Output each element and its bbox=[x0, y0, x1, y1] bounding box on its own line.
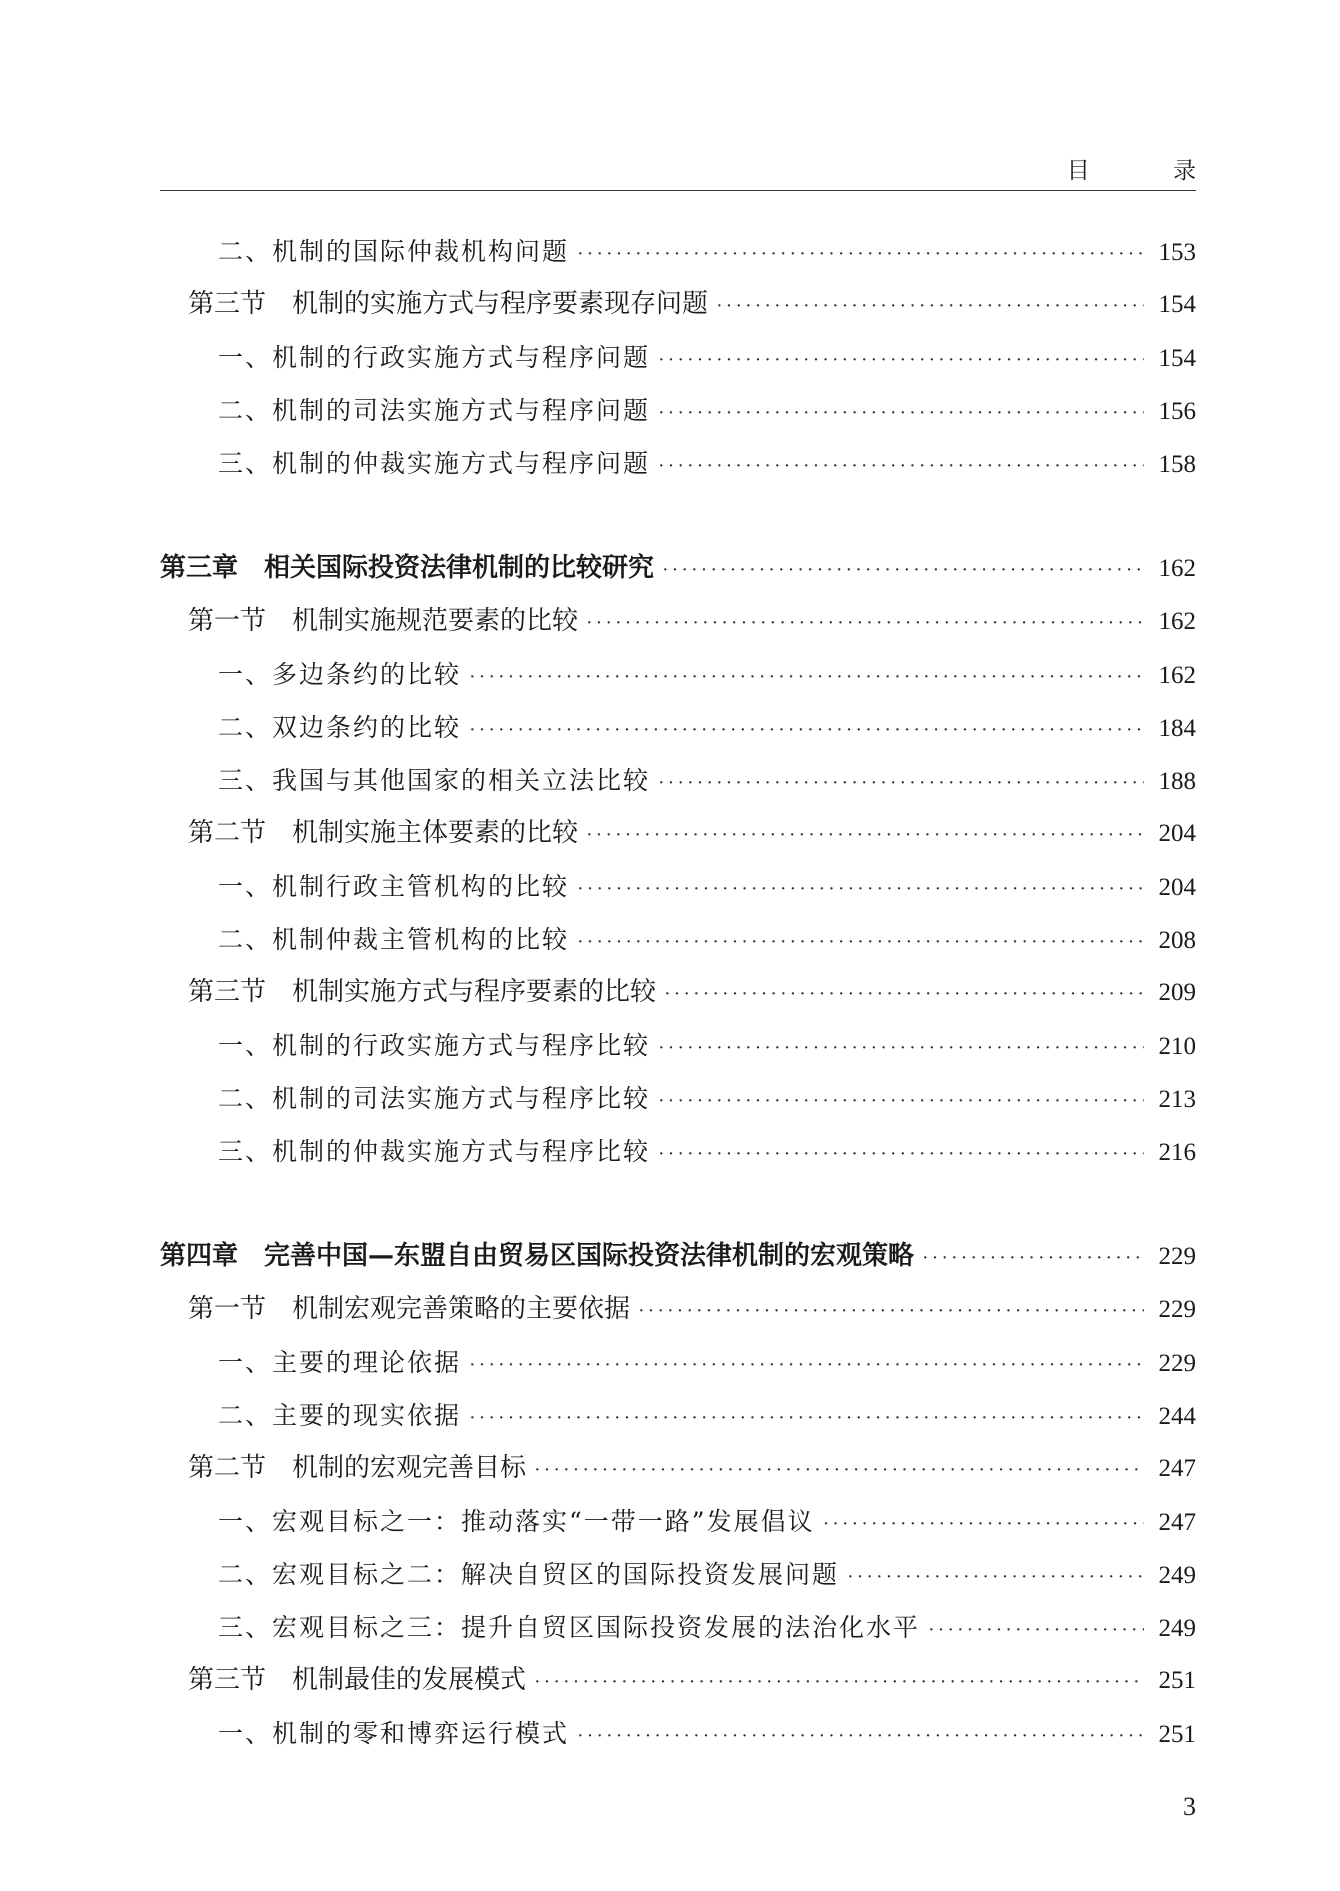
toc-entry-title: 二、主要的现实依据 bbox=[218, 1401, 462, 1430]
toc-entry-item[interactable] bbox=[160, 754, 1196, 807]
dot-leader bbox=[577, 863, 1144, 916]
dot-leader bbox=[658, 757, 1144, 810]
toc-entry-title: 二、双边条约的比较 bbox=[218, 713, 462, 742]
dot-leader bbox=[469, 1339, 1144, 1392]
toc-entry-section[interactable] bbox=[160, 1654, 1196, 1707]
toc-entry-page-number: 162 bbox=[1158, 662, 1196, 689]
toc-entry-title: 三、机制的仲裁实施方式与程序比较 bbox=[218, 1137, 651, 1166]
toc-entry-chapter[interactable] bbox=[160, 542, 1196, 595]
toc-entry-page-number: 204 bbox=[1158, 874, 1196, 901]
toc-entry-title: 二、机制仲裁主管机构的比较 bbox=[218, 925, 570, 954]
dot-leader bbox=[577, 916, 1144, 969]
toc-entry-section[interactable] bbox=[160, 1442, 1196, 1495]
toc-entry-title: 一、多边条约的比较 bbox=[218, 660, 462, 689]
toc-entry-title: 一、主要的理论依据 bbox=[218, 1348, 462, 1377]
toc-entry-page-number: 247 bbox=[1158, 1455, 1196, 1482]
toc-entry-item[interactable] bbox=[160, 384, 1196, 437]
dot-leader bbox=[928, 1604, 1144, 1657]
page-number: 3 bbox=[1183, 1792, 1196, 1821]
toc-entry-item[interactable] bbox=[160, 1072, 1196, 1125]
toc-entry-page-number: 229 bbox=[1158, 1296, 1196, 1323]
dot-leader bbox=[534, 1656, 1144, 1709]
dot-leader bbox=[469, 1392, 1144, 1445]
dot-leader bbox=[577, 228, 1144, 281]
toc-entry-section[interactable] bbox=[160, 595, 1196, 648]
toc-entry-page-number: 208 bbox=[1158, 927, 1196, 954]
toc-entry-title: 三、宏观目标之三：提升自贸区国际投资发展的法治化水平 bbox=[218, 1613, 921, 1642]
toc-entry-item[interactable] bbox=[160, 648, 1196, 701]
dot-leader bbox=[716, 280, 1144, 333]
chapter-gap bbox=[160, 1178, 1196, 1230]
toc-entry-title: 二、机制的国际仲裁机构问题 bbox=[218, 237, 570, 266]
toc-entry-page-number: 156 bbox=[1158, 398, 1196, 425]
toc-entry-page-number: 153 bbox=[1158, 239, 1196, 266]
toc-entry-chapter[interactable] bbox=[160, 1230, 1196, 1283]
toc-entry-page-number: 209 bbox=[1158, 979, 1196, 1006]
toc-entry-title: 第一节 机制宏观完善策略的主要依据 bbox=[188, 1294, 631, 1324]
toc-entry-title: 三、我国与其他国家的相关立法比较 bbox=[218, 766, 651, 795]
toc-entry-title: 第三节 机制最佳的发展模式 bbox=[188, 1665, 527, 1695]
dot-leader bbox=[658, 1075, 1144, 1128]
toc-entry-page-number: 229 bbox=[1158, 1243, 1196, 1270]
dot-leader bbox=[662, 544, 1144, 597]
toc-entry-item[interactable] bbox=[160, 860, 1196, 913]
toc-entry-page-number: 154 bbox=[1158, 291, 1196, 318]
toc-entry-title: 三、机制的仲裁实施方式与程序问题 bbox=[218, 449, 651, 478]
toc-entry-item[interactable] bbox=[160, 1495, 1196, 1548]
toc-entry-item[interactable] bbox=[160, 225, 1196, 278]
dot-leader bbox=[658, 1022, 1144, 1075]
running-header bbox=[160, 140, 1234, 191]
toc-entry-item[interactable] bbox=[160, 1548, 1196, 1601]
toc-entry-title: 一、宏观目标之一：推动落实“一带一路”发展倡议 bbox=[218, 1507, 815, 1536]
toc-entry-title: 一、机制的零和博弈运行模式 bbox=[218, 1719, 570, 1748]
dot-leader bbox=[922, 1232, 1144, 1285]
toc-entry-title: 第二节 机制实施主体要素的比较 bbox=[188, 818, 579, 848]
toc-entry-page-number: 213 bbox=[1158, 1086, 1196, 1113]
dot-leader bbox=[534, 1444, 1144, 1497]
dot-leader bbox=[469, 704, 1144, 757]
toc-entry-item[interactable] bbox=[160, 1707, 1196, 1760]
dot-leader bbox=[469, 651, 1144, 704]
toc-entry-section[interactable] bbox=[160, 278, 1196, 331]
toc-entry-title: 二、宏观目标之二：解决自贸区的国际投资发展问题 bbox=[218, 1560, 840, 1589]
toc-entry-item[interactable] bbox=[160, 1389, 1196, 1442]
toc-entry-title: 一、机制行政主管机构的比较 bbox=[218, 872, 570, 901]
toc-entry-page-number: 244 bbox=[1158, 1403, 1196, 1430]
toc-entry-page-number: 188 bbox=[1158, 768, 1196, 795]
table-of-contents bbox=[160, 225, 1196, 1760]
running-header-title: 目 录 bbox=[1066, 158, 1234, 184]
toc-entry-item[interactable] bbox=[160, 437, 1196, 490]
toc-entry-item[interactable] bbox=[160, 913, 1196, 966]
toc-entry-section[interactable] bbox=[160, 807, 1196, 860]
dot-leader bbox=[638, 1285, 1144, 1338]
toc-entry-page-number: 229 bbox=[1158, 1350, 1196, 1377]
dot-leader bbox=[658, 387, 1144, 440]
dot-leader bbox=[823, 1498, 1144, 1551]
dot-leader bbox=[664, 968, 1144, 1021]
toc-entry-page-number: 251 bbox=[1158, 1721, 1196, 1748]
toc-entry-title: 第一节 机制实施规范要素的比较 bbox=[188, 606, 579, 636]
toc-entry-section[interactable] bbox=[160, 966, 1196, 1019]
dot-leader bbox=[658, 440, 1144, 493]
toc-entry-title: 第四章 完善中国—东盟自由贸易区国际投资法律机制的宏观策略 bbox=[160, 1241, 915, 1271]
toc-entry-section[interactable] bbox=[160, 1283, 1196, 1336]
toc-entry-page-number: 249 bbox=[1158, 1615, 1196, 1642]
toc-entry-page-number: 251 bbox=[1158, 1667, 1196, 1694]
toc-entry-page-number: 247 bbox=[1158, 1509, 1196, 1536]
dot-leader bbox=[577, 1710, 1144, 1763]
toc-entry-page-number: 158 bbox=[1158, 451, 1196, 478]
toc-entry-title: 二、机制的司法实施方式与程序问题 bbox=[218, 396, 651, 425]
toc-entry-title: 第二节 机制的宏观完善目标 bbox=[188, 1453, 527, 1483]
toc-entry-title: 第三节 机制实施方式与程序要素的比较 bbox=[188, 977, 657, 1007]
toc-entry-page-number: 162 bbox=[1158, 555, 1196, 582]
toc-entry-item[interactable] bbox=[160, 1019, 1196, 1072]
toc-entry-title: 二、机制的司法实施方式与程序比较 bbox=[218, 1084, 651, 1113]
toc-entry-title: 一、机制的行政实施方式与程序问题 bbox=[218, 343, 651, 372]
chapter-gap bbox=[160, 490, 1196, 542]
toc-entry-page-number: 216 bbox=[1158, 1139, 1196, 1166]
toc-entry-title: 一、机制的行政实施方式与程序比较 bbox=[218, 1031, 651, 1060]
toc-entry-title: 第三章 相关国际投资法律机制的比较研究 bbox=[160, 553, 655, 583]
toc-entry-page-number: 154 bbox=[1158, 345, 1196, 372]
toc-entry-page-number: 210 bbox=[1158, 1033, 1196, 1060]
toc-entry-page-number: 184 bbox=[1158, 715, 1196, 742]
toc-entry-item[interactable] bbox=[160, 1336, 1196, 1389]
dot-leader bbox=[658, 334, 1144, 387]
toc-entry-item[interactable] bbox=[160, 701, 1196, 754]
toc-entry-item[interactable] bbox=[160, 1125, 1196, 1178]
dot-leader bbox=[586, 809, 1144, 862]
toc-entry-item[interactable] bbox=[160, 1601, 1196, 1654]
toc-entry-title: 第三节 机制的实施方式与程序要素现存问题 bbox=[188, 289, 709, 319]
toc-entry-page-number: 249 bbox=[1158, 1562, 1196, 1589]
dot-leader bbox=[586, 597, 1144, 650]
toc-entry-page-number: 204 bbox=[1158, 820, 1196, 847]
dot-leader bbox=[658, 1128, 1144, 1181]
toc-entry-page-number: 162 bbox=[1158, 608, 1196, 635]
dot-leader bbox=[847, 1551, 1144, 1604]
toc-entry-item[interactable] bbox=[160, 331, 1196, 384]
